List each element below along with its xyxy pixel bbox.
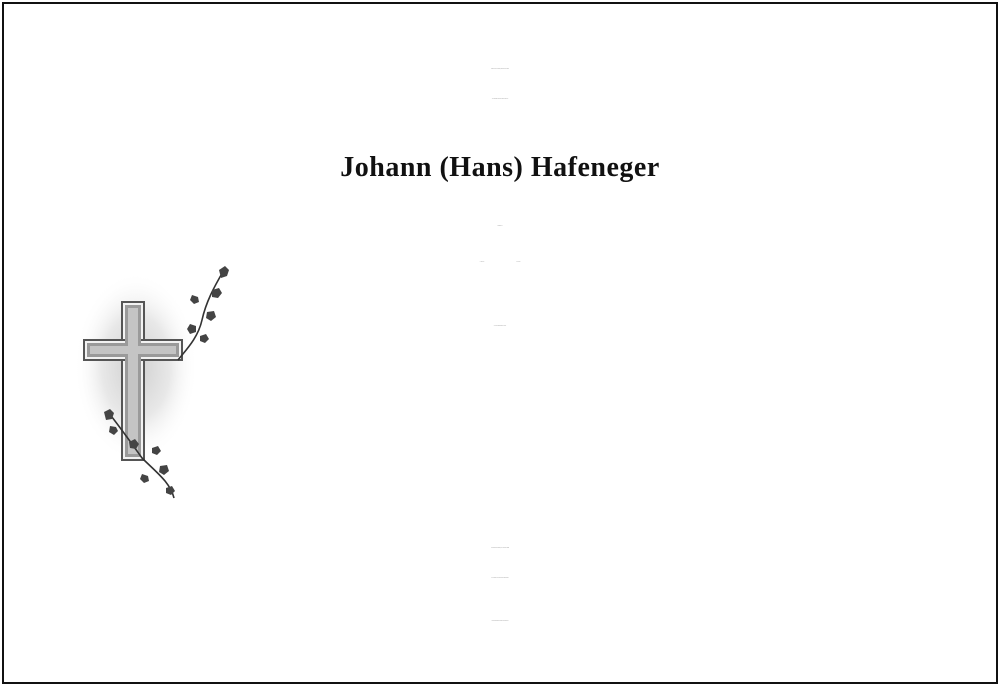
mourner-name: [4, 492, 996, 523]
mourner-name: [4, 370, 996, 401]
mourner-name: [4, 462, 996, 493]
mourners-list: [4, 370, 996, 523]
obituary-notice: [2, 2, 998, 684]
mourner-name: [4, 401, 996, 432]
quote-line-2: [4, 86, 996, 112]
mourner-name: [4, 431, 996, 462]
deceased-name: Johann (Hans) Hafeneger: [340, 152, 660, 183]
quote-line-1: [4, 56, 996, 82]
